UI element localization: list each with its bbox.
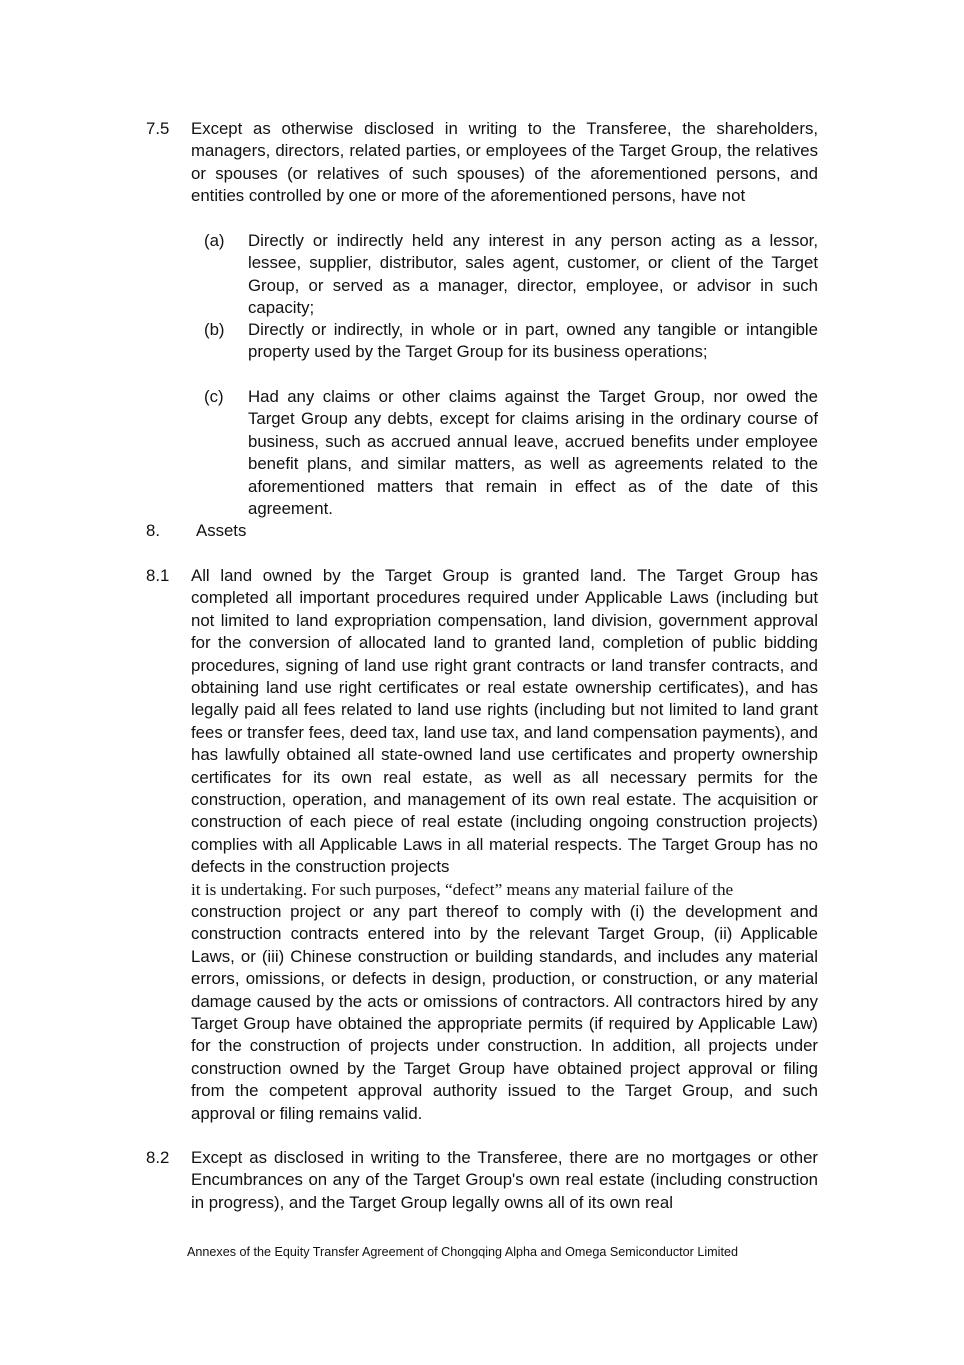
clause-text: Except as disclosed in writing to the Transferee, there are no mortgages or other Encumbrances on any of the Target Group's own real estate (including construction in progress), and the Target Group legally owns all of its own real — [191, 1148, 818, 1212]
item-text: Directly or indirectly held any interest in any person acting as a lessor, lessee, supplier, distributor, sales agent, customer, or client of the Target Group, or served as a manager, director, employee, or advisor in such capacity; — [248, 231, 818, 318]
item-text: Directly or indirectly, in whole or in part, owned any tangible or intangible property used by the Target Group for its business operations; — [248, 320, 818, 362]
clause-text-part-2: it is undertaking. For such purposes, “defect” means any material failure of the — [191, 880, 734, 899]
item-label: (b) — [204, 320, 225, 339]
clause-text-part-1: All land owned by the Target Group is granted land. The Target Group has completed all important procedures required under Applicable Laws (including but not limited to land expropriation compensation, land division, government approval for the conversion of allocated land to granted land, completion of public bidding procedures, signing of land use right grant contracts or land transfer contracts, and obtaining land use right certificates or real estate ownership certificates), and has legally paid all fees related to land use rights (including but not limited to land grant fees or transfer fees, deed tax, land use tax, and land compensation payments), and has lawfully obtained all state-owned land use certificates and property ownership certificates for its own real estate, as well as all necessary permits for the construction, operation, and management of its own real estate. The acquisition or construction of each piece of real estate (including ongoing construction projects) complies with all Applicable Laws in all material respects. The Target Group has no defects in the construction projects — [191, 566, 818, 877]
clause-text: Except as otherwise disclosed in writing to the Transferee, the shareholders, managers, directors, related parties, or employees of the Target Group, the relatives or spouses (or relatives of such spouses) of the aforementioned persons, and entities controlled by one or more of the aforementioned persons, have not — [191, 119, 818, 206]
section-number: 8. — [146, 521, 160, 540]
clause-number: 8.1 — [146, 566, 170, 585]
page-footer: Annexes of the Equity Transfer Agreement of Chongqing Alpha and Omega Semiconductor Limited — [187, 1245, 738, 1259]
clause-text-part-3: construction project or any part thereof to comply with (i) the development and construction contracts entered into by the relevant Target Group, (ii) Applicable Laws, or (iii) Chinese construction or building standards, and includes any material errors, omissions, or defects in design, production, or construction, or any material damage caused by the acts or omissions of contractors. All contractors hired by any Target Group have obtained the appropriate permits (if required by Applicable Law) for the construction of projects under construction. In addition, all projects under construction owned by the Target Group have obtained project approval or filing from the competent approval authority issued to the Target Group, and such approval or filing remains valid. — [191, 902, 818, 1123]
clause-number: 8.2 — [146, 1148, 170, 1167]
item-label: (a) — [204, 231, 225, 250]
clause-number: 7.5 — [146, 119, 170, 138]
item-label: (c) — [204, 387, 224, 406]
section-title: Assets — [196, 521, 247, 540]
clause-7-5 — [146, 118, 818, 212]
item-text: Had any claims or other claims against the Target Group, nor owed the Target Group any debts, except for claims arising in the ordinary course of business, such as accrued annual leave, accrued benefits under employee benefit plans, and similar matters, as well as agreements related to the aforementioned matters that remain in effect as of the date of this agreement. — [248, 387, 818, 519]
